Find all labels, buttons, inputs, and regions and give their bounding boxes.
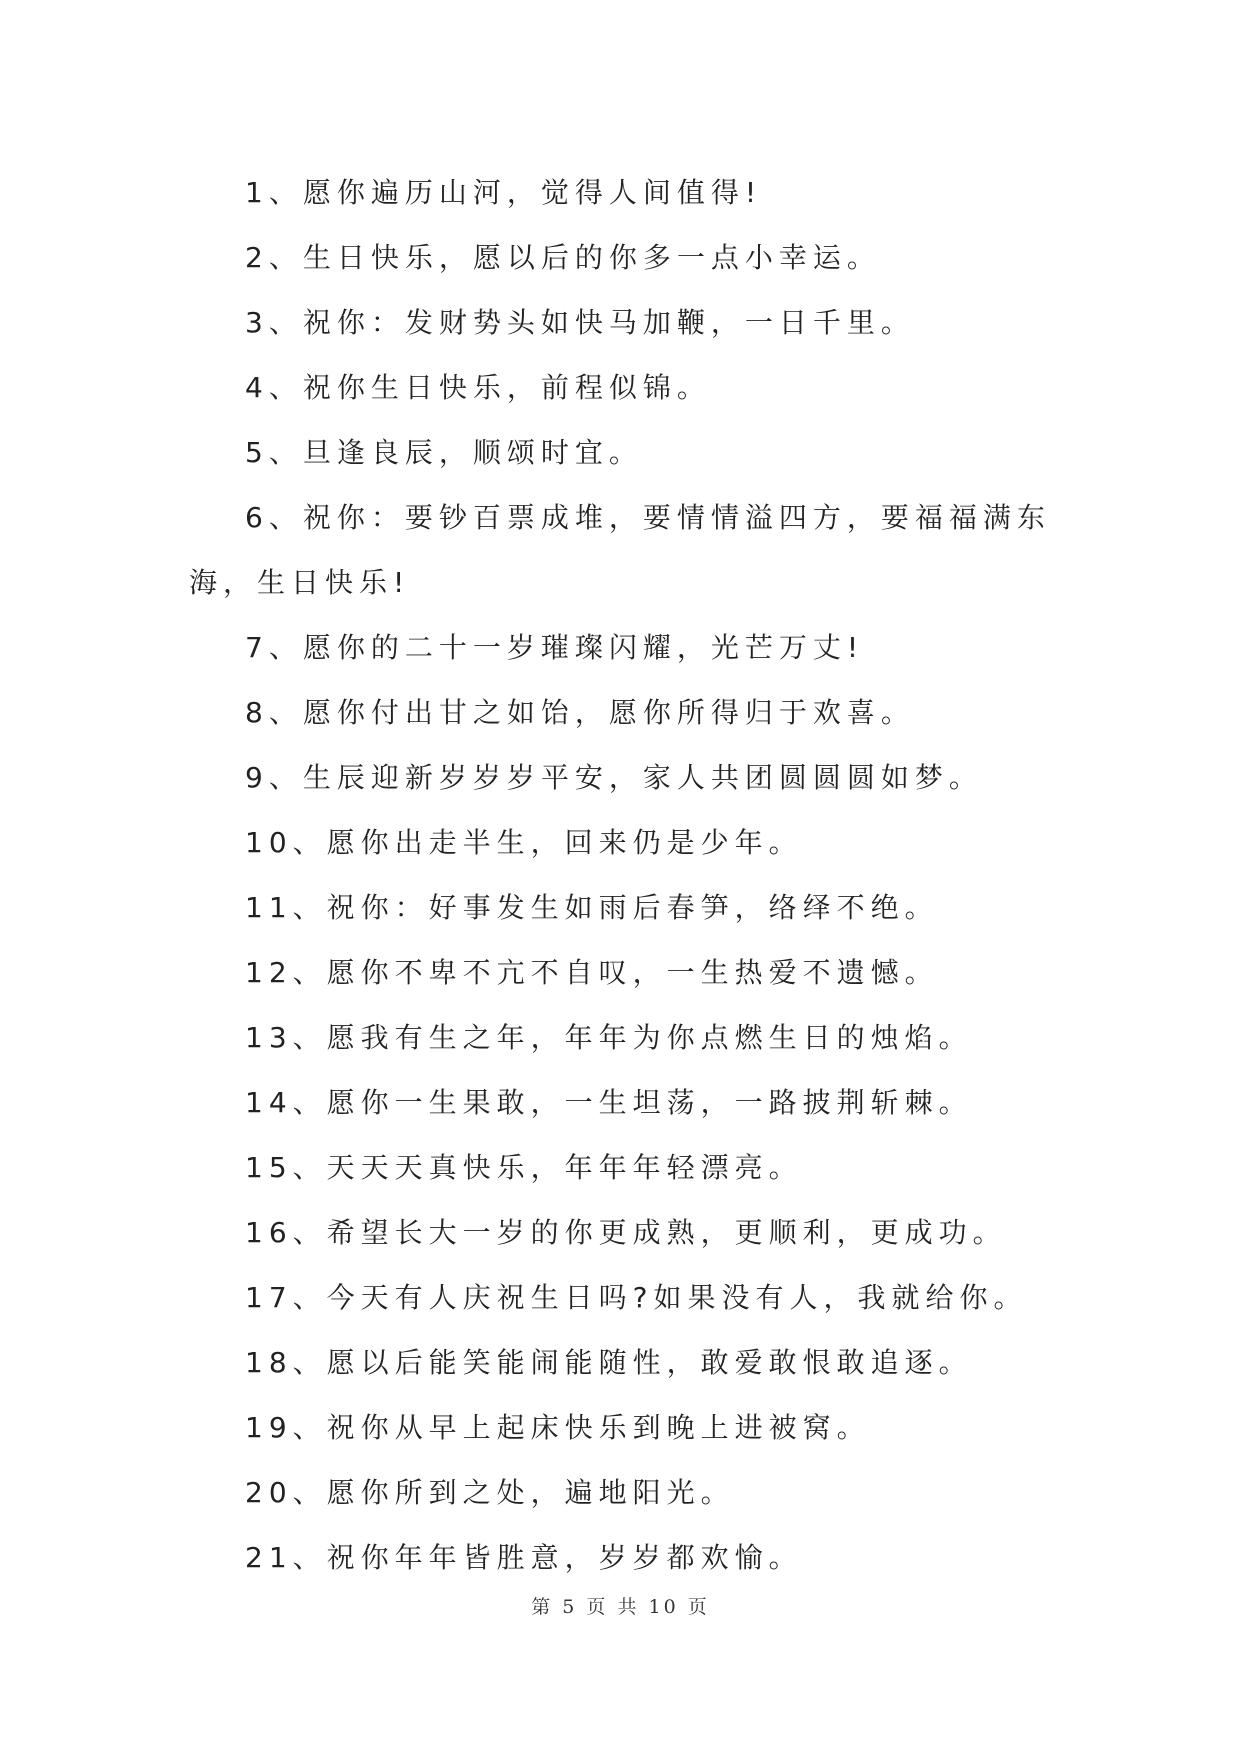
list-item: 20、愿你所到之处，遍地阳光。 [245, 1476, 735, 1509]
list-item: 10、愿你出走半生，回来仍是少年。 [245, 826, 803, 859]
wish-list [189, 160, 1064, 1590]
page-number-footer: 第 5 页 共 10 页 [531, 1596, 710, 1618]
list-item: 3、祝你：发财势头如快马加鞭，一日千里。 [245, 306, 915, 339]
list-item: 5、旦逢良辰，顺颂时宜。 [245, 436, 643, 469]
list-item: 21、祝你年年皆胜意，岁岁都欢愉。 [245, 1541, 803, 1574]
list-item: 7、愿你的二十一岁璀璨闪耀，光芒万丈! [245, 631, 865, 664]
list-item: 9、生辰迎新岁岁岁平安，家人共团圆圆圆如梦。 [245, 761, 983, 794]
list-item: 15、天天天真快乐，年年年轻漂亮。 [245, 1151, 803, 1184]
list-item: 13、愿我有生之年，年年为你点燃生日的烛焰。 [245, 1021, 973, 1054]
list-item: 18、愿以后能笑能闹能随性，敢爱敢恨敢追逐。 [245, 1346, 973, 1379]
list-item: 19、祝你从早上起床快乐到晚上进被窝。 [245, 1411, 871, 1444]
list-item: 4、祝你生日快乐，前程似锦。 [245, 371, 711, 404]
list-item: 11、祝你：好事发生如雨后春笋，络绎不绝。 [245, 891, 939, 924]
list-item: 1、愿你遍历山河，觉得人间值得! [245, 176, 763, 209]
list-item: 16、希望长大一岁的你更成熟，更顺利，更成功。 [245, 1216, 1007, 1249]
list-item: 14、愿你一生果敢，一生坦荡，一路披荆斩棘。 [245, 1086, 973, 1119]
list-item: 8、愿你付出甘之如饴，愿你所得归于欢喜。 [245, 696, 915, 729]
list-item: 12、愿你不卑不亢不自叹，一生热爱不遗憾。 [245, 956, 939, 989]
list-item: 2、生日快乐，愿以后的你多一点小幸运。 [245, 241, 881, 274]
list-item: 17、今天有人庆祝生日吗?如果没有人，我就给你。 [245, 1281, 1028, 1314]
list-item: 6、祝你：要钞百票成堆，要情情溢四方，要福福满东海，生日快乐! [189, 501, 1051, 599]
